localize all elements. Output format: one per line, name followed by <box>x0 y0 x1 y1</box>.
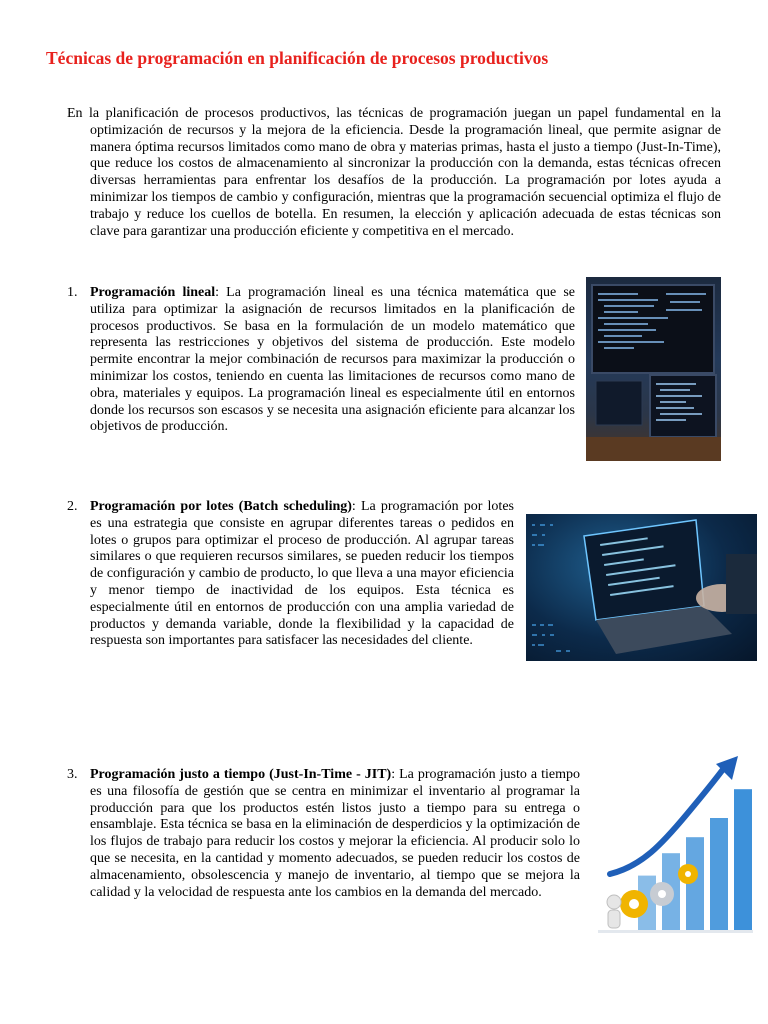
bar-chart-illustration <box>592 754 759 939</box>
growth-chart-image <box>592 754 759 939</box>
laptop-illustration <box>526 514 757 661</box>
item-title: Programación justo a tiempo (Just-In-Time - JIT) <box>90 767 392 782</box>
document-title: Técnicas de programación en planificación de procesos productivos <box>46 48 549 68</box>
item-body: : La programación lineal es una técnica matemática que se utiliza para optimizar la asignación de recursos limitados en la planificación de procesos productivos. Se basa en la formulación de un modelo matemático que representa las restricciones y objetivos del sistema de producción. Este modelo permite encontrar la mejor combinación de recursos para maximizar la producción o minimizar los costos, teniendo en cuenta las limitaciones de recursos como mano de obra, materiales y equipos. La programación lineal es especialmente útil en entornos donde los recursos son escasos y se necesita una asignación eficiente para alcanzar los objetivos de producción. <box>90 285 576 435</box>
item-batch-scheduling <box>90 499 514 650</box>
item-just-in-time <box>90 767 580 901</box>
item-title: Programación lineal <box>90 285 216 300</box>
item-linear-programming <box>90 285 575 436</box>
item-title: Programación por lotes (Batch scheduling) <box>90 499 352 514</box>
laptop-code-image <box>526 514 757 661</box>
item-number: 1. <box>67 285 78 300</box>
monitors-illustration <box>586 277 721 461</box>
intro-paragraph: En la planificación de procesos productivos, las técnicas de programación juegan un papel fundamental en la optimización de recursos y la mejora de la eficiencia. Desde la programación lineal, que permite asignar de manera óptima recursos limitados como mano de obra y materias primas, hasta el justo a tiempo (Just-In-Time), que reduce los costos de almacenamiento al sincronizar la producción con la demanda, estas técnicas ofrecen diversas herramientas para enfrentar los desafíos de la producción. La programación por lotes ayuda a minimizar los tiempos de cambio y configuración, mientras que la programación secuencial optimiza el flujo de trabajo y reduce los cuellos de botella. En resumen, la elección y aplicación adecuada de estas técnicas son clave para garantizar una producción eficiente y competitiva en el mercado. <box>67 106 721 239</box>
gear-icon <box>620 890 648 918</box>
chart-bars <box>638 789 752 930</box>
chart-bar <box>710 818 728 930</box>
monitors-code-image <box>586 277 721 461</box>
person-figure-icon <box>607 895 621 928</box>
gear-icon <box>650 882 674 906</box>
gear-icon <box>678 864 698 884</box>
item-body: : La programación por lotes es una estrategia que consiste en agrupar diferentes tareas o pedidos en lotes o grupos para optimizar el proceso de producción. Al agrupar tareas similares o que requieren recursos similares, se pueden reducir los tiempos de configuración y cambio de producto, lo que lleva a una mayor eficiencia y menor tiempo de inactividad de los equipos. Esta técnica es especialmente útil en entornos de producción con una amplia variedad de productos y demanda variable, donde la flexibilidad y la capacidad de respuesta son importantes para satisfacer las necesidades del cliente. <box>90 499 514 649</box>
item-number: 3. <box>67 767 78 782</box>
item-body: : La programación justo a tiempo es una filosofía de gestión que se centra en minimizar el inventario al programar la producción para que los productos estén listos justo a tiempo para su entrega o ensamblaje. Esta técnica se basa en la eliminación de desperdicios y la optimización de los flujos de trabajo para reducir los costos y mejorar la eficiencia. Al producir solo lo que se necesita, en la cantidad y momento adecuados, se pueden reducir los costos de almacenamiento, obsolescencia y manejo de inventario, al tiempo que se mejora la calidad y la velocidad de respuesta ante los cambios en la demanda del mercado. <box>90 767 580 900</box>
item-number: 2. <box>67 499 78 514</box>
chart-baseline <box>598 930 753 933</box>
chart-bar <box>734 789 752 930</box>
